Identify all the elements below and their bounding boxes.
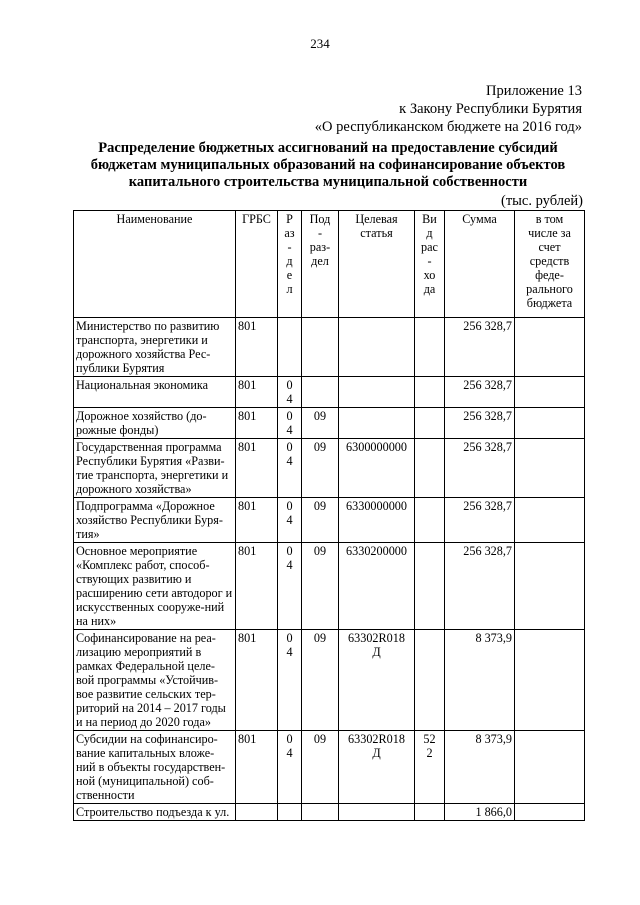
cell-prz: 09: [302, 498, 339, 543]
appendix-line-3: «О республиканском бюджете на 2016 год»: [314, 119, 582, 135]
units-label: (тыс. рублей): [501, 193, 583, 209]
appendix-line-2: к Закону Республики Бурятия: [399, 101, 582, 117]
cell-rz: [278, 804, 302, 821]
cell-rz: 0 4: [278, 543, 302, 630]
cell-name: Субсидии на софинансиро-вание капитальных вложе-ний в объекты государствен-ной (муниципальной) соб-ственности: [74, 731, 236, 804]
cell-fed: [515, 439, 585, 498]
cell-grbs: 801: [236, 543, 278, 630]
table-row: [74, 630, 585, 731]
cell-fed: [515, 377, 585, 408]
cell-name: Софинансирование на реа-лизацию мероприятий в рамках Федеральной целе-вой программы «Устойчив-вое развитие сельских тер-риторий на 2014 – 2017 годы и на период до 2020 года»: [74, 630, 236, 731]
cell-grbs: [236, 804, 278, 821]
budget-table: [73, 210, 585, 821]
cell-grbs: 801: [236, 377, 278, 408]
table-row: [74, 731, 585, 804]
cell-vr: [415, 377, 445, 408]
header-podrazdel: Под - раз- дел: [302, 211, 339, 318]
appendix-line-1: Приложение 13: [486, 83, 582, 99]
document-title: Распределение бюджетных ассигнований на предоставление субсидий бюджетам муниципальных образований на софинансирование объектов капитального строительства муниципальной собственности: [90, 140, 566, 190]
appendix-block: [315, 82, 582, 136]
cell-fed: [515, 498, 585, 543]
cell-vr: 52 2: [415, 731, 445, 804]
header-name: Наименование: [74, 211, 236, 318]
cell-vr: [415, 439, 445, 498]
cell-prz: [302, 804, 339, 821]
table-row: [74, 408, 585, 439]
cell-cs: [339, 377, 415, 408]
cell-vr: [415, 543, 445, 630]
cell-rz: 0 4: [278, 731, 302, 804]
cell-vr: [415, 318, 445, 377]
cell-grbs: 801: [236, 439, 278, 498]
cell-rz: 0 4: [278, 630, 302, 731]
cell-fed: [515, 408, 585, 439]
cell-cs: [339, 804, 415, 821]
cell-prz: 09: [302, 731, 339, 804]
cell-cs: 6300000000: [339, 439, 415, 498]
table-row: [74, 804, 585, 821]
cell-vr: [415, 498, 445, 543]
table-row: [74, 543, 585, 630]
table-row: [74, 439, 585, 498]
cell-cs: [339, 318, 415, 377]
cell-fed: [515, 318, 585, 377]
cell-sum: 8 373,9: [445, 630, 515, 731]
cell-vr: [415, 408, 445, 439]
header-summa: Сумма: [445, 211, 515, 318]
header-federal: в том числе за счет средств феде- рального бюджета: [515, 211, 585, 318]
cell-name: Дорожное хозяйство (до-рожные фонды): [74, 408, 236, 439]
cell-rz: 0 4: [278, 439, 302, 498]
cell-rz: 0 4: [278, 498, 302, 543]
cell-rz: 0 4: [278, 377, 302, 408]
cell-prz: [302, 318, 339, 377]
cell-fed: [515, 543, 585, 630]
cell-name: Министерство по развитию транспорта, энергетики и дорожного хозяйства Рес-публики Бурятия: [74, 318, 236, 377]
cell-grbs: 801: [236, 498, 278, 543]
table-row: [74, 377, 585, 408]
table-header-row: [74, 211, 585, 318]
cell-vr: [415, 630, 445, 731]
header-celevaya-statya: Целевая статья: [339, 211, 415, 318]
cell-name: Строительство подъезда к ул.: [74, 804, 236, 821]
cell-fed: [515, 630, 585, 731]
header-grbs: ГРБС: [236, 211, 278, 318]
cell-grbs: 801: [236, 318, 278, 377]
cell-name: Национальная экономика: [74, 377, 236, 408]
header-vid-rashoda: Ви д рас - хо да: [415, 211, 445, 318]
cell-prz: 09: [302, 543, 339, 630]
header-razdel: Р аз - д е л: [278, 211, 302, 318]
cell-rz: [278, 318, 302, 377]
cell-vr: [415, 804, 445, 821]
cell-cs: [339, 408, 415, 439]
cell-grbs: 801: [236, 408, 278, 439]
cell-sum: 8 373,9: [445, 731, 515, 804]
page-number: 234: [310, 36, 330, 51]
cell-fed: [515, 804, 585, 821]
cell-sum: 256 328,7: [445, 318, 515, 377]
cell-name: Основное мероприятие «Комплекс работ, способ-ствующих развитию и расширению сети автодорог и искусственных сооруже-ний на них»: [74, 543, 236, 630]
cell-prz: 09: [302, 630, 339, 731]
cell-sum: 256 328,7: [445, 377, 515, 408]
cell-fed: [515, 731, 585, 804]
table-row: [74, 498, 585, 543]
cell-grbs: 801: [236, 630, 278, 731]
cell-name: Подпрограмма «Дорожное хозяйство Республики Буря-тия»: [74, 498, 236, 543]
cell-cs: 63302R018 Д: [339, 731, 415, 804]
cell-name: Государственная программа Республики Бурятия «Разви-тие транспорта, энергетики и дорожного хозяйства»: [74, 439, 236, 498]
cell-sum: 256 328,7: [445, 408, 515, 439]
table-row: [74, 318, 585, 377]
cell-prz: 09: [302, 439, 339, 498]
cell-cs: 6330200000: [339, 543, 415, 630]
cell-cs: 63302R018 Д: [339, 630, 415, 731]
cell-sum: 256 328,7: [445, 498, 515, 543]
cell-prz: 09: [302, 408, 339, 439]
cell-grbs: 801: [236, 731, 278, 804]
cell-sum: 256 328,7: [445, 543, 515, 630]
cell-sum: 1 866,0: [445, 804, 515, 821]
cell-rz: 0 4: [278, 408, 302, 439]
cell-cs: 6330000000: [339, 498, 415, 543]
cell-prz: [302, 377, 339, 408]
cell-sum: 256 328,7: [445, 439, 515, 498]
